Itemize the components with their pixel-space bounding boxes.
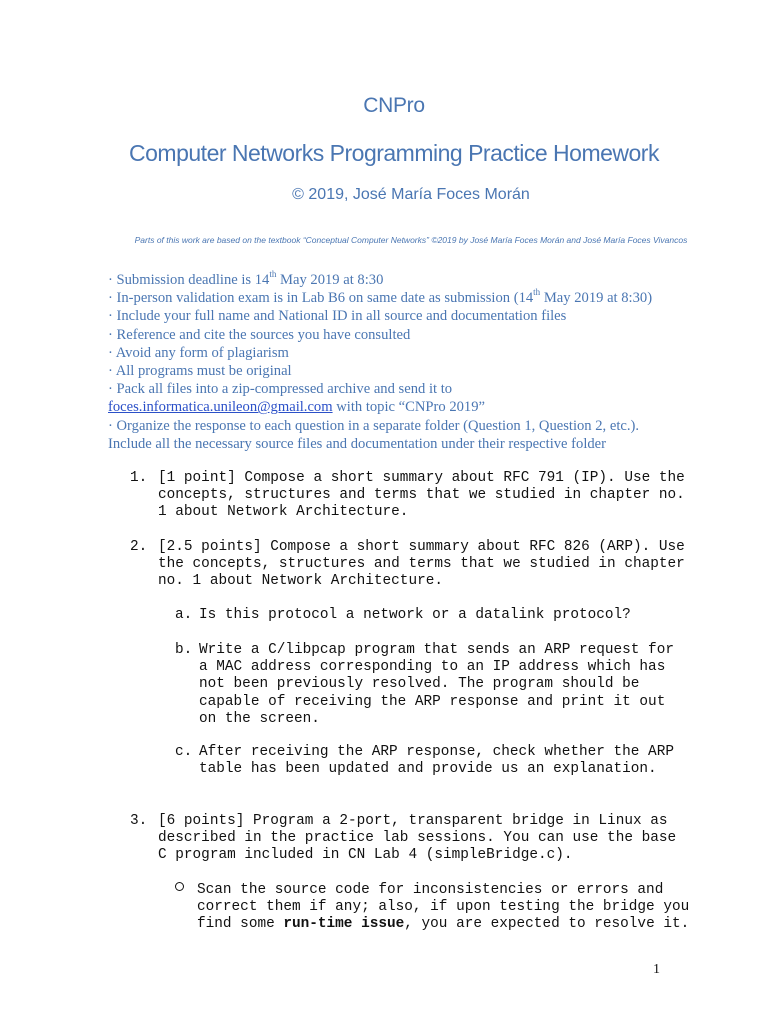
question-2b	[175, 642, 735, 728]
subquestion-text: Is this protocol a network or a datalink protocol?	[199, 607, 631, 623]
subquestion-text: Write a C/libpcap program that sends an ARP request for	[199, 642, 674, 658]
instruction-pack: · Pack all files into a zip-compressed archive and send it to	[108, 381, 453, 398]
question-number: 2.	[130, 539, 148, 555]
copyright-line: © 2019, José María Foces Morán	[292, 186, 530, 203]
question-text: [1 point] Compose a short summary about RFC 791 (IP). Use the	[158, 470, 685, 486]
instruction-text: with topic “CNPro 2019”	[332, 399, 485, 416]
subquestion-text: correct them if any; also, if upon testing the bridge you	[197, 899, 690, 916]
question-number: 1.	[130, 470, 148, 486]
question-text: described in the practice lab sessions. You can use the base	[158, 830, 677, 847]
text-run: , you are expected to resolve it.	[404, 916, 690, 933]
question-text: 1 about Network Architecture.	[158, 504, 409, 521]
subquestion-marker: b.	[175, 642, 193, 658]
superscript: th	[533, 287, 541, 298]
page-number: 1	[653, 962, 660, 977]
subquestion-text: a MAC address corresponding to an IP address which has	[199, 659, 666, 676]
superscript: th	[269, 269, 277, 280]
question-2c	[175, 744, 735, 778]
instruction-organize: · Organize the response to each question in a separate folder (Question 1, Question 2, etc.).	[108, 417, 640, 434]
question-3-bullet	[175, 882, 735, 934]
subquestion-marker: c.	[175, 744, 193, 760]
question-number: 3.	[130, 813, 148, 829]
instruction-text: May 2019 at 8:30	[276, 272, 384, 288]
credit-note: Parts of this work are based on the textbook “Conceptual Computer Networks” ©2019 by José María Foces Morán and José María Foces Vivancos	[134, 235, 688, 245]
subquestion-text: capable of receiving the ARP response and print it out	[199, 693, 666, 710]
instruction-cite: · Reference and cite the sources you have consulted	[108, 326, 411, 343]
instruction-email-line	[108, 398, 728, 416]
instruction-organize-cont: Include all the necessary source files and documentation under their respective folder	[108, 435, 607, 452]
instruction-plagiarism: · Avoid any form of plagiarism	[108, 344, 289, 361]
question-2	[130, 539, 720, 591]
instruction-text: · In-person validation exam is in Lab B6 on same date as submission (14	[108, 290, 534, 307]
subquestion-marker: a.	[175, 607, 193, 623]
subquestion-text: on the screen.	[199, 710, 320, 727]
instruction-text: May 2019 at 8:30)	[540, 290, 653, 307]
instruction-exam	[108, 289, 728, 307]
question-text: [2.5 points] Compose a short summary about RFC 826 (ARP). Use	[158, 539, 685, 555]
subquestion-text	[197, 916, 735, 933]
question-1	[130, 470, 720, 522]
instructions-list	[108, 271, 728, 453]
email-link[interactable]: foces.informatica.unileon@gmail.com	[108, 399, 333, 416]
document-title: Computer Networks Programming Practice Homework	[129, 140, 659, 166]
instruction-name-id: · Include your full name and National ID in all source and documentation files	[108, 308, 567, 325]
instruction-deadline	[108, 271, 728, 289]
question-text: no. 1 about Network Architecture.	[158, 573, 443, 590]
question-2a	[175, 607, 735, 624]
short-title: CNPro	[363, 94, 425, 117]
subquestion-text: After receiving the ARP response, check whether the ARP	[199, 744, 674, 760]
question-text: the concepts, structures and terms that we studied in chapter	[158, 556, 685, 573]
circle-bullet-icon	[175, 882, 184, 899]
question-text: [6 points] Program a 2-port, transparent bridge in Linux as	[158, 813, 668, 829]
question-3	[130, 813, 720, 865]
subquestion-text: table has been updated and provide us an explanation.	[199, 761, 657, 778]
question-text: C program included in CN Lab 4 (simpleBridge.c).	[158, 847, 573, 864]
instruction-text: · Submission deadline is 14	[108, 272, 270, 288]
subquestion-text: Scan the source code for inconsistencies or errors and	[197, 882, 664, 898]
subquestion-text: not been previously resolved. The program should be	[199, 676, 640, 693]
instruction-original: · All programs must be original	[108, 363, 292, 380]
question-text: concepts, structures and terms that we studied in chapter no.	[158, 487, 685, 504]
text-run: find some	[197, 916, 284, 933]
bold-term: run-time issue	[283, 916, 405, 933]
